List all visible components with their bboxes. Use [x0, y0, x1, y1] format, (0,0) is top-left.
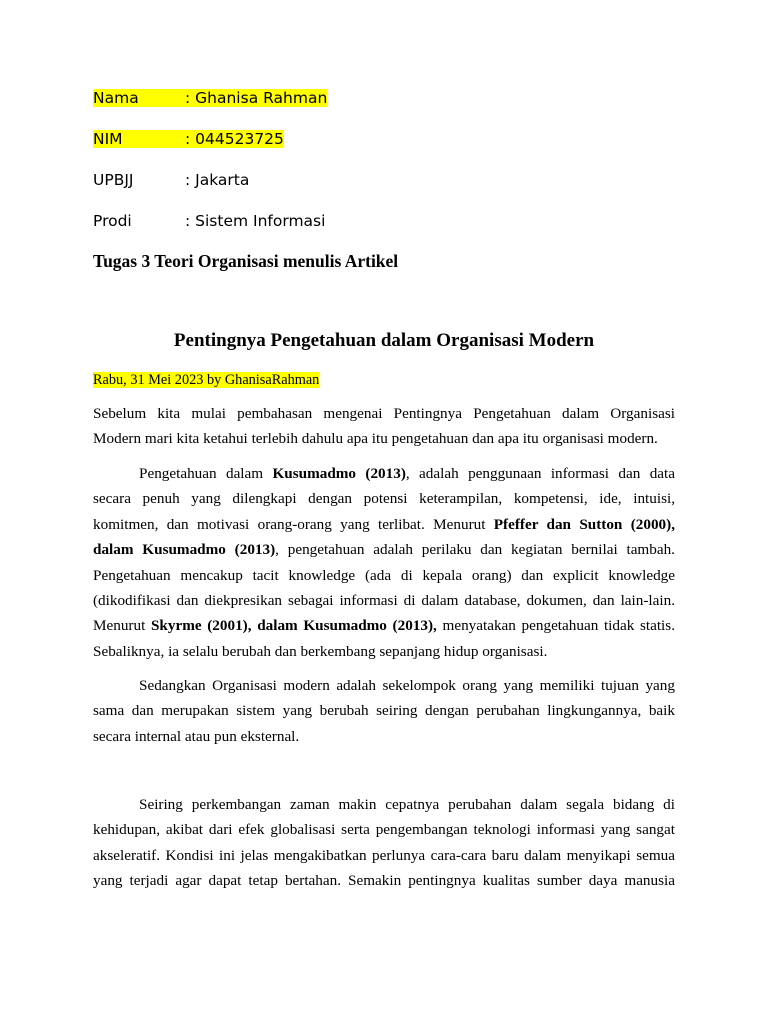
info-row-prodi [93, 210, 325, 232]
byline-text: Rabu, 31 Mei 2023 by GhanisaRahman [93, 372, 320, 388]
prodi-value: : Sistem Informasi [185, 212, 326, 230]
article-byline [93, 371, 319, 389]
nim-value: : 044523725 [185, 130, 284, 148]
upbjj-value: : Jakarta [185, 171, 250, 189]
info-row-upbjj [93, 169, 249, 191]
nama-label: Nama [93, 89, 139, 107]
paragraph-line: secara penuh yang dilengkapi dengan potensi keterampilan, kompetensi, ide, intuisi, [93, 490, 675, 508]
info-row-nim [93, 128, 284, 150]
paragraph-line: Pengetahuan mencakup tacit knowledge (ada di kepala orang) dan explicit knowledge [93, 566, 675, 584]
nama-highlight [93, 89, 327, 107]
paragraph-line [93, 512, 675, 537]
paragraph-perkembangan [93, 792, 675, 894]
paragraph-line: sama dan merupakan sistem yang berubah seiring dengan perubahan lingkungannya, baik [93, 702, 675, 720]
info-row-nama [93, 87, 327, 109]
paragraph-line: Modern mari kita ketahui terlebih dahulu apa itu pengetahuan dan apa itu organisasi modern. [93, 430, 658, 448]
paragraph-organisasi-modern [93, 673, 675, 749]
paragraph-line: Sedangkan Organisasi modern adalah sekelompok orang yang memiliki tujuan yang [139, 677, 675, 694]
paragraph-line: Seiring perkembangan zaman makin cepatnya perubahan dalam segala bidang di [139, 796, 675, 813]
citation-pfeffer-sutton: Pfeffer dan Sutton (2000), [493, 515, 675, 533]
paragraph-line: (dikodifikasi dan diekpresikan sebagai informasi di dalam database, dokumen, dan lain-lain. [93, 591, 675, 609]
text-run: komitmen, dan motivasi orang-orang yang terlibat. Menurut [93, 515, 494, 533]
text-run: menyatakan pengetahuan tidak statis. [436, 617, 675, 635]
text-run: , pengetahuan adalah perilaku dan kegiatan bernilai tambah. [275, 541, 675, 559]
text-run: , adalah penggunaan informasi dan data [405, 465, 675, 482]
citation-kusumadmo: Kusumadmo (2013) [272, 465, 406, 482]
nama-value: : Ghanisa Rahman [185, 89, 328, 107]
assignment-heading: Tugas 3 Teori Organisasi menulis Artikel [93, 251, 399, 271]
paragraph-line [93, 537, 675, 562]
text-run: Pengetahuan dalam [139, 465, 273, 482]
text-run: Menurut [93, 617, 151, 635]
prodi-label: Prodi [93, 212, 132, 230]
paragraph-line: Sebaliknya, ia selalu berubah dan berkembang sepanjang hidup organisasi. [93, 642, 548, 660]
nim-highlight [93, 130, 284, 148]
paragraph-line: secara internal atau pun eksternal. [93, 727, 300, 745]
nim-label: NIM [93, 130, 123, 148]
paragraph-line [93, 613, 675, 638]
paragraph-pengetahuan [93, 461, 675, 664]
upbjj-label: UPBJJ [93, 171, 134, 189]
paragraph-line: yang terjadi agar dapat tetap bertahan. Semakin pentingnya kualitas sumber daya manusia [93, 872, 675, 890]
paragraph-line: kehidupan, akibat dari efek globalisasi serta pengembangan teknologi informasi yang sangat [93, 821, 675, 839]
citation-kusumadmo: dalam Kusumadmo (2013) [93, 541, 276, 559]
paragraph-line: akseleratif. Kondisi ini jelas mengakibatkan perlunya cara-cara baru dalam menyikapi semua [93, 846, 675, 864]
paragraph-line: Sebelum kita mulai pembahasan mengenai Pentingnya Pengetahuan dalam Organisasi [93, 405, 675, 422]
paragraph-line [93, 461, 675, 486]
paragraph-intro [93, 401, 675, 452]
citation-skyrme: Skyrme (2001), dalam Kusumadmo (2013), [150, 617, 437, 635]
article-title: Pentingnya Pengetahuan dalam Organisasi Modern [173, 330, 595, 351]
